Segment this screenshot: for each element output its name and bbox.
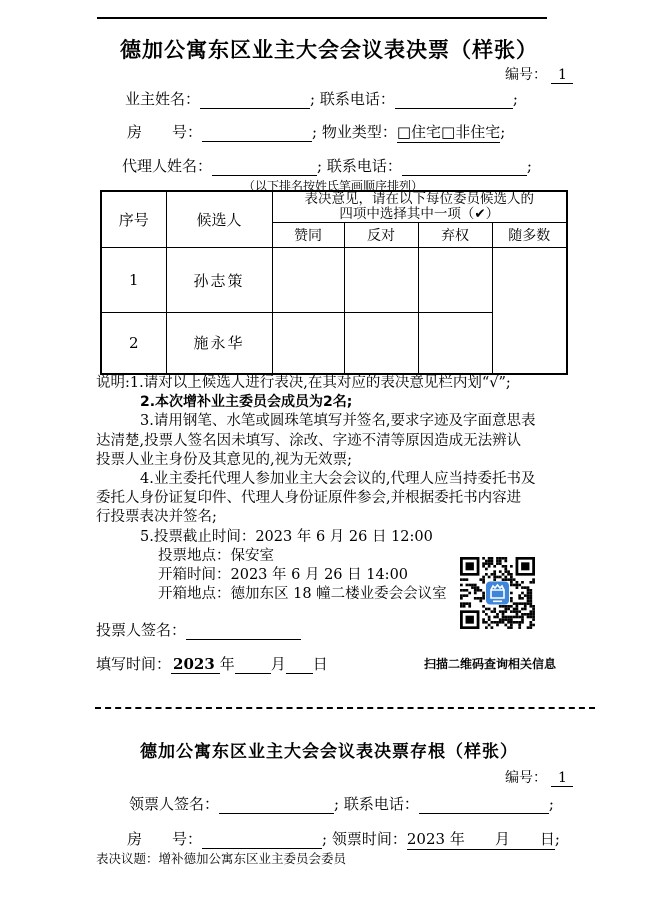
voting-instruction-header <box>272 191 567 223</box>
voting-topic-row <box>96 849 346 867</box>
separator: ; <box>317 157 323 175</box>
stub-number-label: 编号： <box>505 770 547 786</box>
stub-separator-dashed-line <box>95 707 595 709</box>
vote-cell-oppose <box>344 313 418 374</box>
stub-title: 德加公寓东区业主大会会议表决票存根（样张） <box>140 742 518 762</box>
note-line: 达清楚,投票人签名因未填写、涂改、字迹不清等原因造成无法辨认 <box>96 432 522 449</box>
stub-phone-label: 联系电话： <box>343 795 419 813</box>
voter-signature-blank <box>186 624 301 640</box>
note-line: 2.本次增补业主委员会成员为2名; <box>140 394 353 411</box>
note-line: 5.投票截止时间：2023 年 6 月 26 日 12:00 <box>140 528 433 545</box>
voting-topic-value: 增补德加公寓东区业主委员会委员 <box>158 851 347 866</box>
separator: ; <box>500 123 506 141</box>
stub-room-label: 房 号： <box>127 830 203 848</box>
ballot-number-value: 1 <box>551 67 573 84</box>
stub-room-blank <box>202 833 322 849</box>
month-blank <box>235 658 271 674</box>
room-blank <box>202 126 312 142</box>
separator: ; <box>310 90 316 108</box>
ballot-title: 德加公寓东区业主大会会议表决票（样张） <box>120 38 538 62</box>
candidate-name: 施永华 <box>166 313 272 374</box>
option-header-approve: 赞同 <box>272 223 344 248</box>
property-type-checkboxes: □住宅□非住宅 <box>396 123 501 141</box>
note-line: 4.业主委托代理人参加业主大会会议的,代理人应当持委托书及 <box>140 471 536 488</box>
owner-name-label: 业主姓名： <box>125 90 201 108</box>
separator: ; <box>322 830 328 848</box>
fill-time-row <box>96 653 328 674</box>
separator: ; <box>554 830 560 848</box>
ballot-number-line <box>505 64 573 84</box>
vote-cell-oppose <box>344 248 418 313</box>
separator: ; <box>312 123 318 141</box>
room-label: 房 号： <box>127 123 203 141</box>
vote-cell-follow-majority-merged <box>492 248 567 374</box>
voting-instruction-line1: 表决意见，请在以下每位委员候选人的 <box>304 191 534 207</box>
fill-time-label: 填写时间： <box>96 655 172 673</box>
note-line: 3.请用钢笔、水笔或圆珠笔填写并签名,要求字迹及字面意思表 <box>140 413 536 430</box>
qr-code <box>460 557 535 629</box>
vote-cell-approve <box>272 248 344 313</box>
day-suffix: 日 <box>312 655 328 673</box>
voting-topic-label: 表决议题： <box>96 851 159 866</box>
voting-instruction-line2: 四项中选择其中一项（✔） <box>339 206 500 222</box>
stub-number-value: 1 <box>551 770 573 787</box>
agent-name-label: 代理人姓名： <box>122 157 213 175</box>
option-header-oppose: 反对 <box>344 223 418 248</box>
year-suffix: 年 <box>219 655 235 673</box>
agent-row <box>122 155 532 176</box>
separator: ; <box>512 90 518 108</box>
stub-receiver-row <box>129 793 554 814</box>
note-line: 行投票表决并签名; <box>96 509 217 526</box>
vote-cell-abstain <box>418 248 492 313</box>
separator: ; <box>548 795 554 813</box>
voting-table <box>100 190 568 375</box>
fill-time-year-value: 2023 <box>171 655 220 674</box>
agent-name-blank <box>212 160 317 176</box>
candidate-name: 孙志策 <box>166 248 272 313</box>
note-line: 委托人身份证复印件、代理人身份证原件参会,并根据委托书内容进 <box>96 490 522 507</box>
agent-phone-label: 联系电话： <box>326 157 402 175</box>
month-suffix: 月 <box>270 655 286 673</box>
candidate-row <box>101 248 567 313</box>
phone-blank <box>395 93 513 109</box>
room-row <box>127 121 505 142</box>
column-header-seq: 序号 <box>101 191 166 248</box>
stub-number-line <box>505 767 573 787</box>
vote-cell-abstain <box>418 313 492 374</box>
note-line: 开箱地点：德加东区 18 幢二楼业委会会议室 <box>158 586 447 603</box>
option-header-abstain: 弃权 <box>418 223 492 248</box>
note-line: 开箱时间：2023 年 6 月 26 日 14:00 <box>158 567 409 584</box>
receive-time-label: 领票时间： <box>331 830 407 848</box>
candidate-seq: 2 <box>101 313 166 374</box>
agent-phone-blank <box>402 160 527 176</box>
vote-cell-approve <box>272 313 344 374</box>
candidate-seq: 1 <box>101 248 166 313</box>
sort-order-note: （以下排名按姓氏笔画顺序排列） <box>242 179 423 193</box>
day-blank <box>286 658 313 674</box>
property-type-label: 物业类型： <box>321 123 397 141</box>
stub-phone-blank <box>419 798 549 814</box>
stub-room-row <box>127 828 560 849</box>
ballot-number-label: 编号： <box>505 67 547 83</box>
note-line: 说明:1.请对以上候选人进行表决,在其对应的表决意见栏内划“√”; <box>96 375 511 391</box>
owner-name-blank <box>200 93 310 109</box>
owner-row <box>125 88 518 109</box>
receive-time-value: 2023 年 月 日 <box>406 830 555 848</box>
voter-signature-row <box>96 619 301 640</box>
qr-caption: 扫描二维码查询相关信息 <box>423 657 556 671</box>
separator: ; <box>526 157 532 175</box>
phone-label: 联系电话： <box>319 90 395 108</box>
option-header-follow-majority: 随多数 <box>492 223 567 248</box>
note-line: 投票人业主身份及其意见的,视为无效票; <box>96 451 352 468</box>
voter-signature-label: 投票人签名： <box>96 621 187 639</box>
column-header-candidate: 候选人 <box>166 191 272 248</box>
separator: ; <box>334 795 340 813</box>
top-rule <box>97 17 547 19</box>
note-line: 投票地点：保安室 <box>158 547 274 564</box>
receiver-signature-label: 领票人签名： <box>129 795 220 813</box>
receiver-signature-blank <box>219 798 334 814</box>
